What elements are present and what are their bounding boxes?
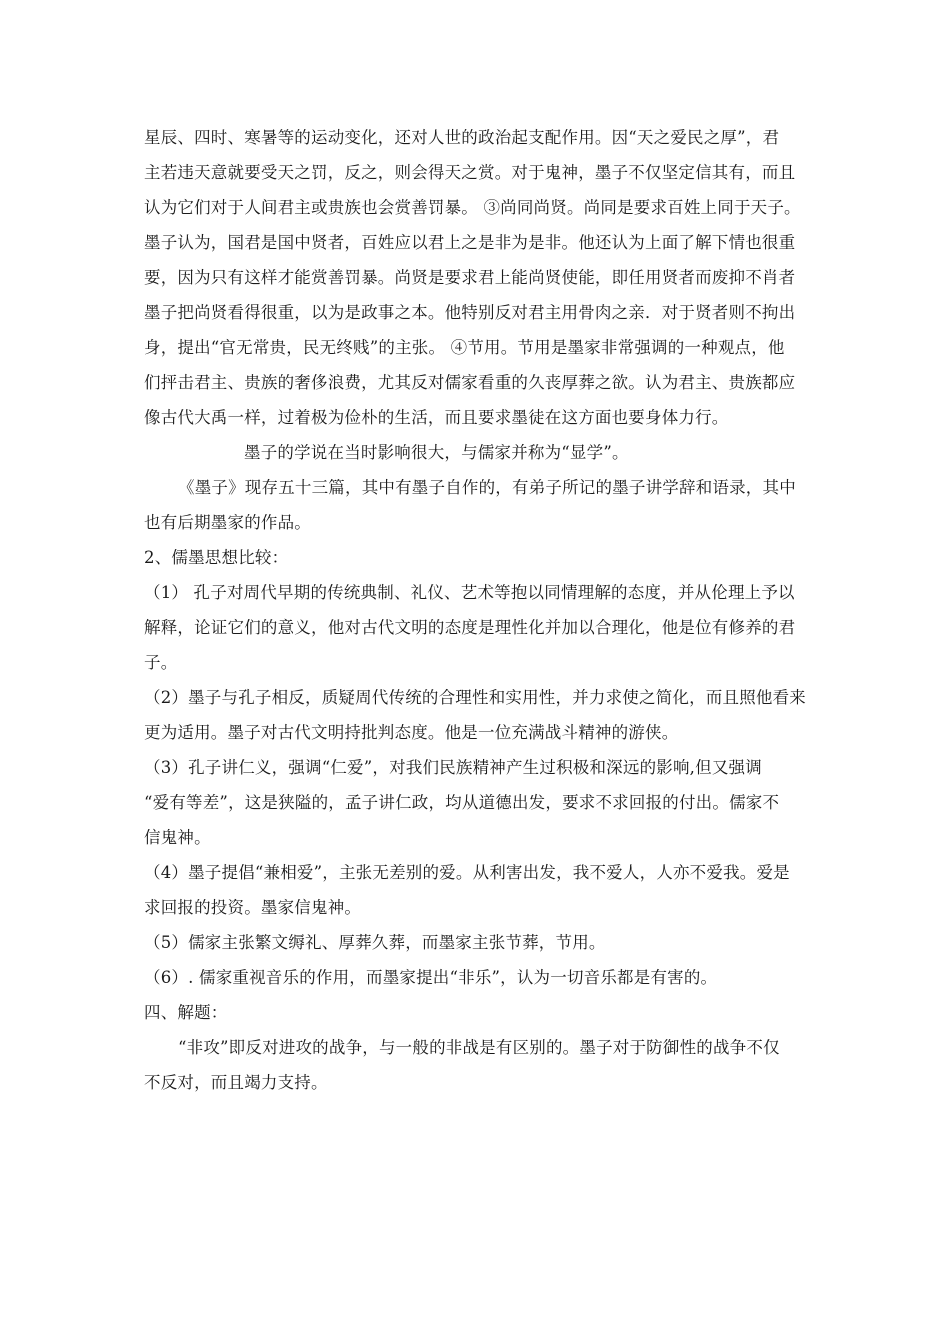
text-line: 墨子把尚贤看得很重，以为是政事之本。他特别反对君主用骨肉之亲．对于贤者则不拘出 — [144, 303, 796, 322]
text-line: 认为它们对于人间君主或贵族也会赏善罚暴。 ③尚同尚贤。尚同是要求百姓上同于天子。 — [144, 198, 801, 217]
text-line: 像古代大禹一样，过着极为俭朴的生活，而且要求墨徒在这方面也要身体力行。 — [144, 408, 729, 427]
text-line: 解释，论证它们的意义，他对古代文明的态度是理性化并加以合理化，他是位有修养的君 — [144, 618, 796, 637]
paragraph-mozi-doctrines — [144, 120, 812, 435]
text-line: “爱有等差”，这是狭隘的，孟子讲仁政，均从道德出发，要求不求回报的付出。儒家不 — [144, 793, 780, 812]
list-item-5: （5）儒家主张繁文缛礼、厚葬久葬，而墨家主张节葬，节用。 — [144, 933, 606, 952]
text-line: 也有后期墨家的作品。 — [144, 513, 311, 532]
section-heading-explanation: 四、解题： — [144, 1003, 228, 1022]
text-line: （3）孔子讲仁义，强调“仁爱”，对我们民族精神产生过积极和深远的影响,但又强调 — [144, 758, 762, 777]
text-line: 墨子认为，国君是国中贤者，百姓应以君上之是非为是非。他还认为上面了解下情也很重 — [144, 233, 796, 252]
text-line: 《墨子》现存五十三篇，其中有墨子自作的，有弟子所记的墨子讲学辞和语录，其中 — [178, 478, 796, 497]
list-item-2 — [144, 680, 812, 750]
text-line: 身，提出“官无常贵，民无终贱”的主张。 ④节用。节用是墨家非常强调的一种观点，他 — [144, 338, 785, 357]
text-line: （1） 孔子对周代早期的传统典制、礼仪、艺术等抱以同情理解的态度，并从伦理上予以 — [144, 583, 795, 602]
text-line: 子。 — [144, 653, 178, 672]
text-line: 们抨击君主、贵族的奢侈浪费，尤其反对儒家看重的久丧厚葬之欲。认为君主、贵族都应 — [144, 373, 796, 392]
text-line: 主若违天意就要受天之罚，反之，则会得天之赏。对于鬼神，墨子不仅坚定信其有，而且 — [144, 163, 796, 182]
text-line: 要，因为只有这样才能赏善罚暴。尚贤是要求君上能尚贤使能，即任用贤者而废抑不肖者 — [144, 268, 796, 287]
text-line: 求回报的投资。墨家信鬼神。 — [144, 898, 362, 917]
list-item-6: （6）. 儒家重视音乐的作用，而墨家提出“非乐”，认为一切音乐都是有害的。 — [144, 968, 718, 987]
list-item-1 — [144, 575, 812, 680]
text-line: 更为适用。墨子对古代文明持批判态度。他是一位充满战斗精神的游侠。 — [144, 723, 679, 742]
list-item-3 — [144, 750, 812, 855]
text-line: 星辰、四时、寒暑等的运动变化，还对人世的政治起支配作用。因“天之爱民之厚”，君 — [144, 128, 780, 147]
paragraph-mozi-book — [144, 470, 812, 540]
paragraph-feigong — [144, 1030, 812, 1100]
text-line: 不反对，而且竭力支持。 — [144, 1073, 328, 1092]
paragraph-xianxue: 墨子的学说在当时影响很大，与儒家并称为“显学”。 — [244, 443, 629, 462]
text-line: （2）墨子与孔子相反，质疑周代传统的合理性和实用性，并力求使之简化，而且照他看来 — [144, 688, 806, 707]
text-line: （4）墨子提倡“兼相爱”，主张无差别的爱。从利害出发，我不爱人，人亦不爱我。爱是 — [144, 863, 790, 882]
section-heading-comparison: 2、儒墨思想比较： — [144, 548, 289, 567]
text-line: “非攻”即反对进攻的战争，与一般的非战是有区别的。墨子对于防御性的战争不仅 — [178, 1038, 780, 1057]
document-body — [144, 120, 812, 1100]
text-line: 信鬼神。 — [144, 828, 211, 847]
list-item-4 — [144, 855, 812, 925]
